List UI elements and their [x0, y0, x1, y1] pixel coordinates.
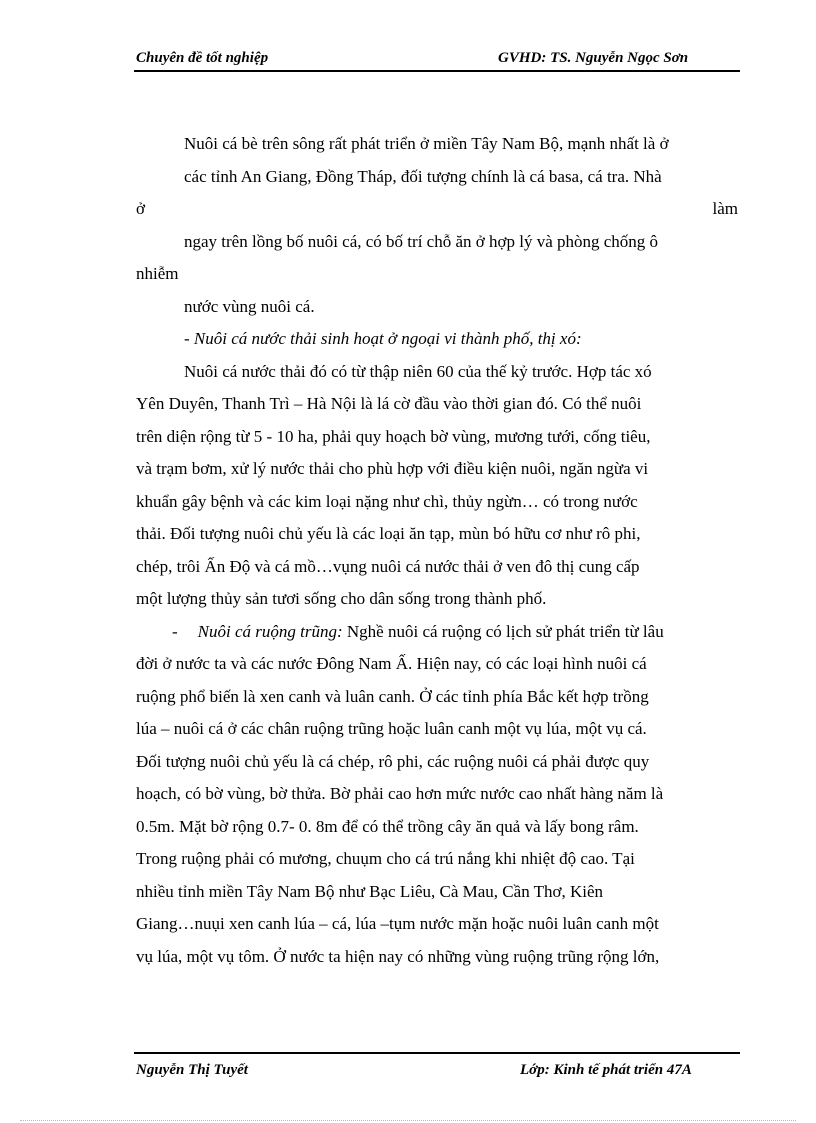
text-span: Nuôi cá bè trên sông rất phát triển ở miền Tây Nam Bộ, mạnh nhất là ở: [184, 134, 669, 153]
section-heading: Nuôi cá ruộng trũng:: [197, 621, 343, 641]
text-span: thải. Đối tượng nuôi chủ yếu là các loại ăn tạp, mùn bó hữu cơ như rô phi,: [136, 524, 641, 543]
text-line: [136, 518, 740, 551]
text-line: [136, 421, 740, 454]
header-advisor: GVHD: TS. Nguyễn Ngọc Sơn: [498, 50, 689, 66]
text-line: [136, 583, 740, 616]
text-line: [136, 291, 740, 324]
text-span: vụ lúa, một vụ tôm. Ở nước ta hiện nay có những vùng ruộng trũng rộng lớn,: [136, 946, 660, 966]
text-span: ruộng phổ biến là xen canh và luân canh. Ở các tỉnh phía Bắc kết hợp trồng: [136, 686, 649, 706]
text-line: [136, 258, 740, 291]
text-span: 0.5m. Mặt bờ rộng 0.7- 0. 8m để có thể trồng cây ăn quả và lấy bong râm.: [136, 816, 639, 836]
text-line: [136, 876, 740, 909]
text-span: các tỉnh An Giang, Đồng Tháp, đối tượng chính là cá basa, cá tra. Nhà: [184, 166, 662, 186]
text-span: làm: [712, 199, 738, 218]
section-heading-line: [136, 616, 740, 649]
text-line: [136, 941, 740, 974]
footer-class: Lớp: Kinh tế phát triển 47A: [520, 1062, 692, 1078]
text-span: trên diện rộng từ 5 - 10 ha, phải quy hoạch bờ vùng, mương tưới, cống tiêu,: [136, 426, 651, 446]
text-span: một lượng thủy sản tươi sống cho dân sống trong thành phố.: [136, 589, 547, 608]
list-dash: -: [172, 621, 178, 641]
page-footer: [134, 1052, 740, 1084]
text-line: [136, 778, 740, 811]
text-line: [136, 648, 740, 681]
text-span: Giang…nuụi xen canh lúa – cá, lúa –tụm nước mặn hoặc nuôi luân canh một: [136, 914, 659, 933]
text-span: - Nuôi cá nước thải sinh hoạt ở ngoại vi thành phố, thị xó:: [184, 329, 582, 348]
text-line: [136, 811, 740, 844]
text-span: ngay trên lồng bố nuôi cá, có bố trí chỗ ăn ở hợp lý và phòng chống ô: [184, 231, 659, 251]
text-span: nhiều tỉnh miền Tây Nam Bộ như Bạc Liêu, Cà Mau, Cần Thơ, Kiên: [136, 881, 604, 901]
text-line: [136, 193, 740, 226]
text-span: đời ở nước ta và các nước Đông Nam Ấ. Hiện nay, có các loại hình nuôi cá: [136, 654, 647, 673]
text-line: [136, 551, 740, 584]
text-span: lúa – nuôi cá ở các chân ruộng trũng hoặc luân canh một vụ lúa, một vụ cá.: [136, 719, 647, 738]
header-title: Chuyên đề tốt nghiệp: [136, 50, 269, 66]
text-span: nhiễm: [136, 264, 179, 283]
section-heading: [136, 323, 740, 356]
text-line: [136, 843, 740, 876]
text-line: [136, 128, 740, 161]
text-line: [136, 453, 740, 486]
text-span: khuẩn gây bệnh và các kim loại nặng như chì, thủy ngừn… có trong nước: [136, 491, 638, 511]
text-span: Trong ruộng phải có mương, chuụm cho cá trú nắng khi nhiệt độ cao. Tại: [136, 849, 635, 868]
text-span: nước vùng nuôi cá.: [184, 296, 315, 316]
text-span: và trạm bơm, xử lý nước thải cho phù hợp với điều kiện nuôi, ngăn ngừa vi: [136, 459, 649, 478]
text-line: [136, 908, 740, 941]
text-line: [136, 681, 740, 714]
text-span: hoạch, có bờ vùng, bờ thửa. Bờ phải cao hơn mức nước cao nhất hàng năm là: [136, 784, 664, 803]
footer-author: Nguyễn Thị Tuyết: [136, 1062, 248, 1078]
page-bottom-divider: [20, 1120, 796, 1121]
text-line: [136, 486, 740, 519]
text-span: Đối tượng nuôi chủ yếu là cá chép, rô phi, các ruộng nuôi cá phải được quy: [136, 751, 650, 771]
text-line: [136, 356, 740, 389]
text-line: [136, 746, 740, 779]
text-span: Yên Duyên, Thanh Trì – Hà Nội là lá cờ đầu vào thời gian đó. Có thể nuôi: [136, 394, 642, 413]
text-span: Nuôi cá nước thải đó có từ thập niên 60 của thế kỷ trước. Hợp tác xó: [184, 361, 652, 381]
text-span: ở: [136, 199, 145, 218]
page-header: [134, 46, 740, 72]
text-line: [136, 388, 740, 421]
text-span: chép, trôi Ấn Độ và cá mồ…vụng nuôi cá nước thải ở ven đô thị cung cấp: [136, 556, 640, 576]
text-span: Nghề nuôi cá ruộng có lịch sử phát triển từ lâu: [342, 621, 664, 641]
text-line: [136, 713, 740, 746]
text-line: [136, 161, 740, 194]
page-body: [136, 128, 740, 973]
text-line: [136, 226, 740, 259]
